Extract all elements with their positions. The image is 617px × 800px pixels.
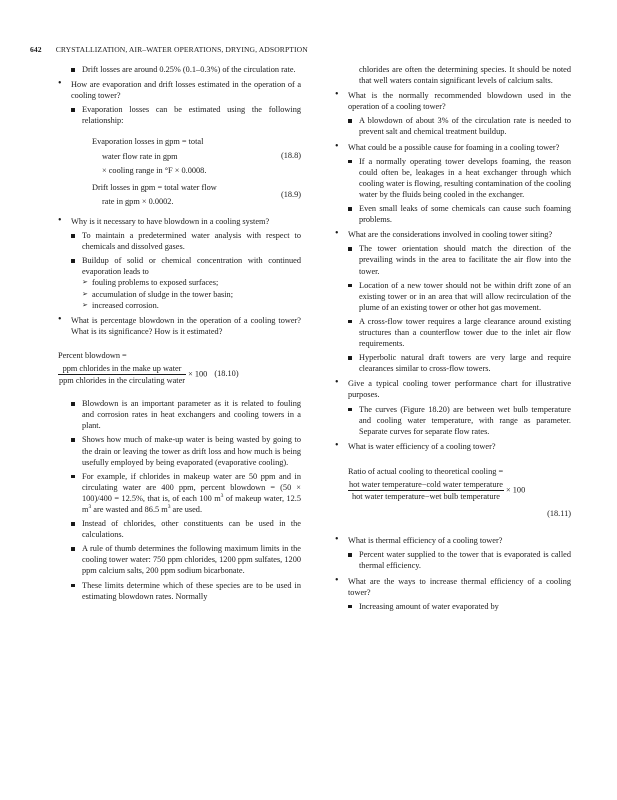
- right-column: [333, 64, 571, 612]
- answer-hyperbolic: Hyperbolic natural draft towers are very large and require clearances similar to cross-flow towers.: [333, 352, 571, 374]
- answer-evaporation-estimate: Evaporation losses can be estimated using the following relationship:: [56, 104, 301, 126]
- example-text-2: of makeup water, 12.5 m: [82, 493, 301, 514]
- question-foaming: • What could be a possible cause for foaming in a cooling tower?: [333, 142, 571, 153]
- answer-limits: These limits determine which of these species are to be used in estimating blowdown rates. Normally: [56, 580, 301, 602]
- answer-location: Location of a new tower should not be within drift zone of an existing tower or in an area that will allow recirculation of the plume of an existing tower or other hot gas movement.: [333, 280, 571, 313]
- question-siting: • What are the considerations involved in cooling tower siting?: [333, 229, 571, 240]
- answer-increasing: Increasing amount of water evaporated by: [333, 601, 571, 612]
- eq-18-8-line1: Evaporation losses in gpm = total: [92, 137, 204, 147]
- left-column: [56, 64, 301, 602]
- answer-rule-of-thumb: A rule of thumb determines the following maximum limits in the cooling tower water: 750 ppm chlorides, 1200 ppm sulfates, 1200 ppm calcium salts, 200 ppm sodium bicarbonate.: [56, 543, 301, 576]
- eq-18-8-line3: × cooling range in °F × 0.0008.: [102, 165, 207, 175]
- eq-18-10-denominator: ppm chlorides in the circulating water: [59, 376, 186, 386]
- equation-18-9: [56, 182, 301, 207]
- eq-18-8-number: (18.8): [280, 151, 301, 161]
- question-evaporation-drift: • How are evaporation and drift losses estimated in the operation of a cooling tower?: [56, 79, 301, 101]
- example-text-4: are used.: [170, 505, 203, 514]
- question-increase-efficiency: • What are the ways to increase thermal efficiency of a cooling tower?: [333, 576, 571, 598]
- sub-corrosion: ➢ increased corrosion.: [56, 300, 301, 311]
- sub-sludge: ➢ accumulation of sludge in the tower basin;: [56, 289, 301, 300]
- question-percentage-blowdown: • What is percentage blowdown in the operation of a cooling tower? What is its significance? How is it estimated?: [56, 315, 301, 337]
- answer-example: [56, 471, 301, 515]
- eq-18-10-numerator: ppm chlorides in the make up water: [58, 363, 186, 375]
- example-text-1: For example, if chlorides in makeup water are 50 ppm and in circulating water are 400 ppm, percent blowdown = (50 × 100)/400 = 12.5%, that is, of each 100 m: [82, 471, 301, 503]
- answer-curves: The curves (Figure 18.20) are between wet bulb temperature and cooling water temperature, with range as parameter. Separate curves for separate flow rates.: [333, 404, 571, 437]
- answer-thermal-efficiency: Percent water supplied to the tower that is evaporated is called thermal efficiency.: [333, 549, 571, 571]
- answer-orientation: The tower orientation should match the direction of the prevailing winds in the area to facilitate the air flow into the tower.: [333, 243, 571, 276]
- superscript-3: 3: [167, 504, 171, 511]
- eq-18-9-number: (18.9): [280, 189, 301, 199]
- eq-18-10-line1: Percent blowdown =: [58, 350, 127, 360]
- eq-18-11-fraction: [348, 479, 504, 502]
- eq-18-11-number: (18.11): [547, 509, 571, 519]
- question-water-efficiency: • What is water efficiency of a cooling tower?: [333, 441, 571, 452]
- eq-18-11-line1: Ratio of actual cooling to theoretical cooling =: [348, 466, 504, 476]
- answer-crossflow: A cross-flow tower requires a large clearance around existing structures than a counterflow tower due to the inlet air flow requirements.: [333, 316, 571, 349]
- equation-18-10: [56, 350, 301, 386]
- answer-blowdown-parameter: Blowdown is an important parameter as it is related to fouling and corrosion rates in heat exchangers and cooling towers in a plant.: [56, 398, 301, 431]
- eq-18-9-line1: Drift losses in gpm = total water flow: [92, 182, 217, 192]
- equation-18-8: [56, 136, 301, 175]
- question-thermal-efficiency: • What is thermal efficiency of a cooling tower?: [333, 535, 571, 546]
- superscript-3: 3: [220, 493, 224, 500]
- eq-18-8-line2: water flow rate in gpm: [102, 151, 178, 161]
- equation-18-11: [333, 466, 571, 519]
- eq-18-11-times: × 100: [506, 485, 526, 495]
- eq-18-10-number: (18.10): [214, 369, 239, 379]
- answer-shows-makeup: Shows how much of make-up water is being wasted by going to the drain or leaving the tower as drift loss and how much is being usefully employed by being evaporated (evaporative cooling).: [56, 434, 301, 467]
- eq-18-11-numerator: hot water temperature−cold water temperature: [348, 479, 504, 491]
- superscript-3: 3: [88, 504, 92, 511]
- page-number: 642: [30, 45, 42, 54]
- question-why-blowdown: • Why is it necessary to have blowdown in a cooling system?: [56, 216, 301, 227]
- answer-instead-chlorides: Instead of chlorides, other constituents can be used in the calculations.: [56, 518, 301, 540]
- answer-three-percent: A blowdown of about 3% of the circulation rate is needed to prevent salt and chemical treatment buildup.: [333, 115, 571, 137]
- running-header: [30, 44, 308, 55]
- answer-maintain: To maintain a predetermined water analysis with respect to chemicals and dissolved gases.: [56, 230, 301, 252]
- eq-18-11-denominator: hot water temperature−wet bulb temperature: [351, 492, 500, 502]
- eq-18-9-line2: rate in gpm × 0.0002.: [102, 196, 174, 206]
- sub-fouling: ➢ fouling problems to exposed surfaces;: [56, 277, 301, 288]
- answer-small-leaks: Even small leaks of some chemicals can cause such foaming problems.: [333, 203, 571, 225]
- eq-18-10-times: × 100: [188, 369, 208, 379]
- running-title: CRYSTALLIZATION, AIR–WATER OPERATIONS, DRYING, ADSORPTION: [55, 45, 308, 54]
- answer-foaming: If a normally operating tower develops foaming, the reason could often be, leakages in a heat exchanger through which cooling water is flowing, resulting contamination of the cooling water by the fluids being cooled in the exchanger.: [333, 156, 571, 200]
- eq-18-10-fraction: [58, 363, 186, 386]
- answer-buildup: Buildup of solid or chemical concentration with continued evaporation leads to: [56, 255, 301, 277]
- example-text-3: are wasted and 86.5 m: [91, 505, 168, 514]
- question-recommended-blowdown: • What is the normally recommended blowdown used in the operation of a cooling tower?: [333, 90, 571, 112]
- question-performance-chart: • Give a typical cooling tower performance chart for illustrative purposes.: [333, 378, 571, 400]
- answer-drift-losses: Drift losses are around 0.25% (0.1–0.3%) of the circulation rate.: [56, 64, 301, 75]
- continued-chlorides: chlorides are often the determining species. It should be noted that well waters contain significant levels of calcium salts.: [359, 65, 571, 86]
